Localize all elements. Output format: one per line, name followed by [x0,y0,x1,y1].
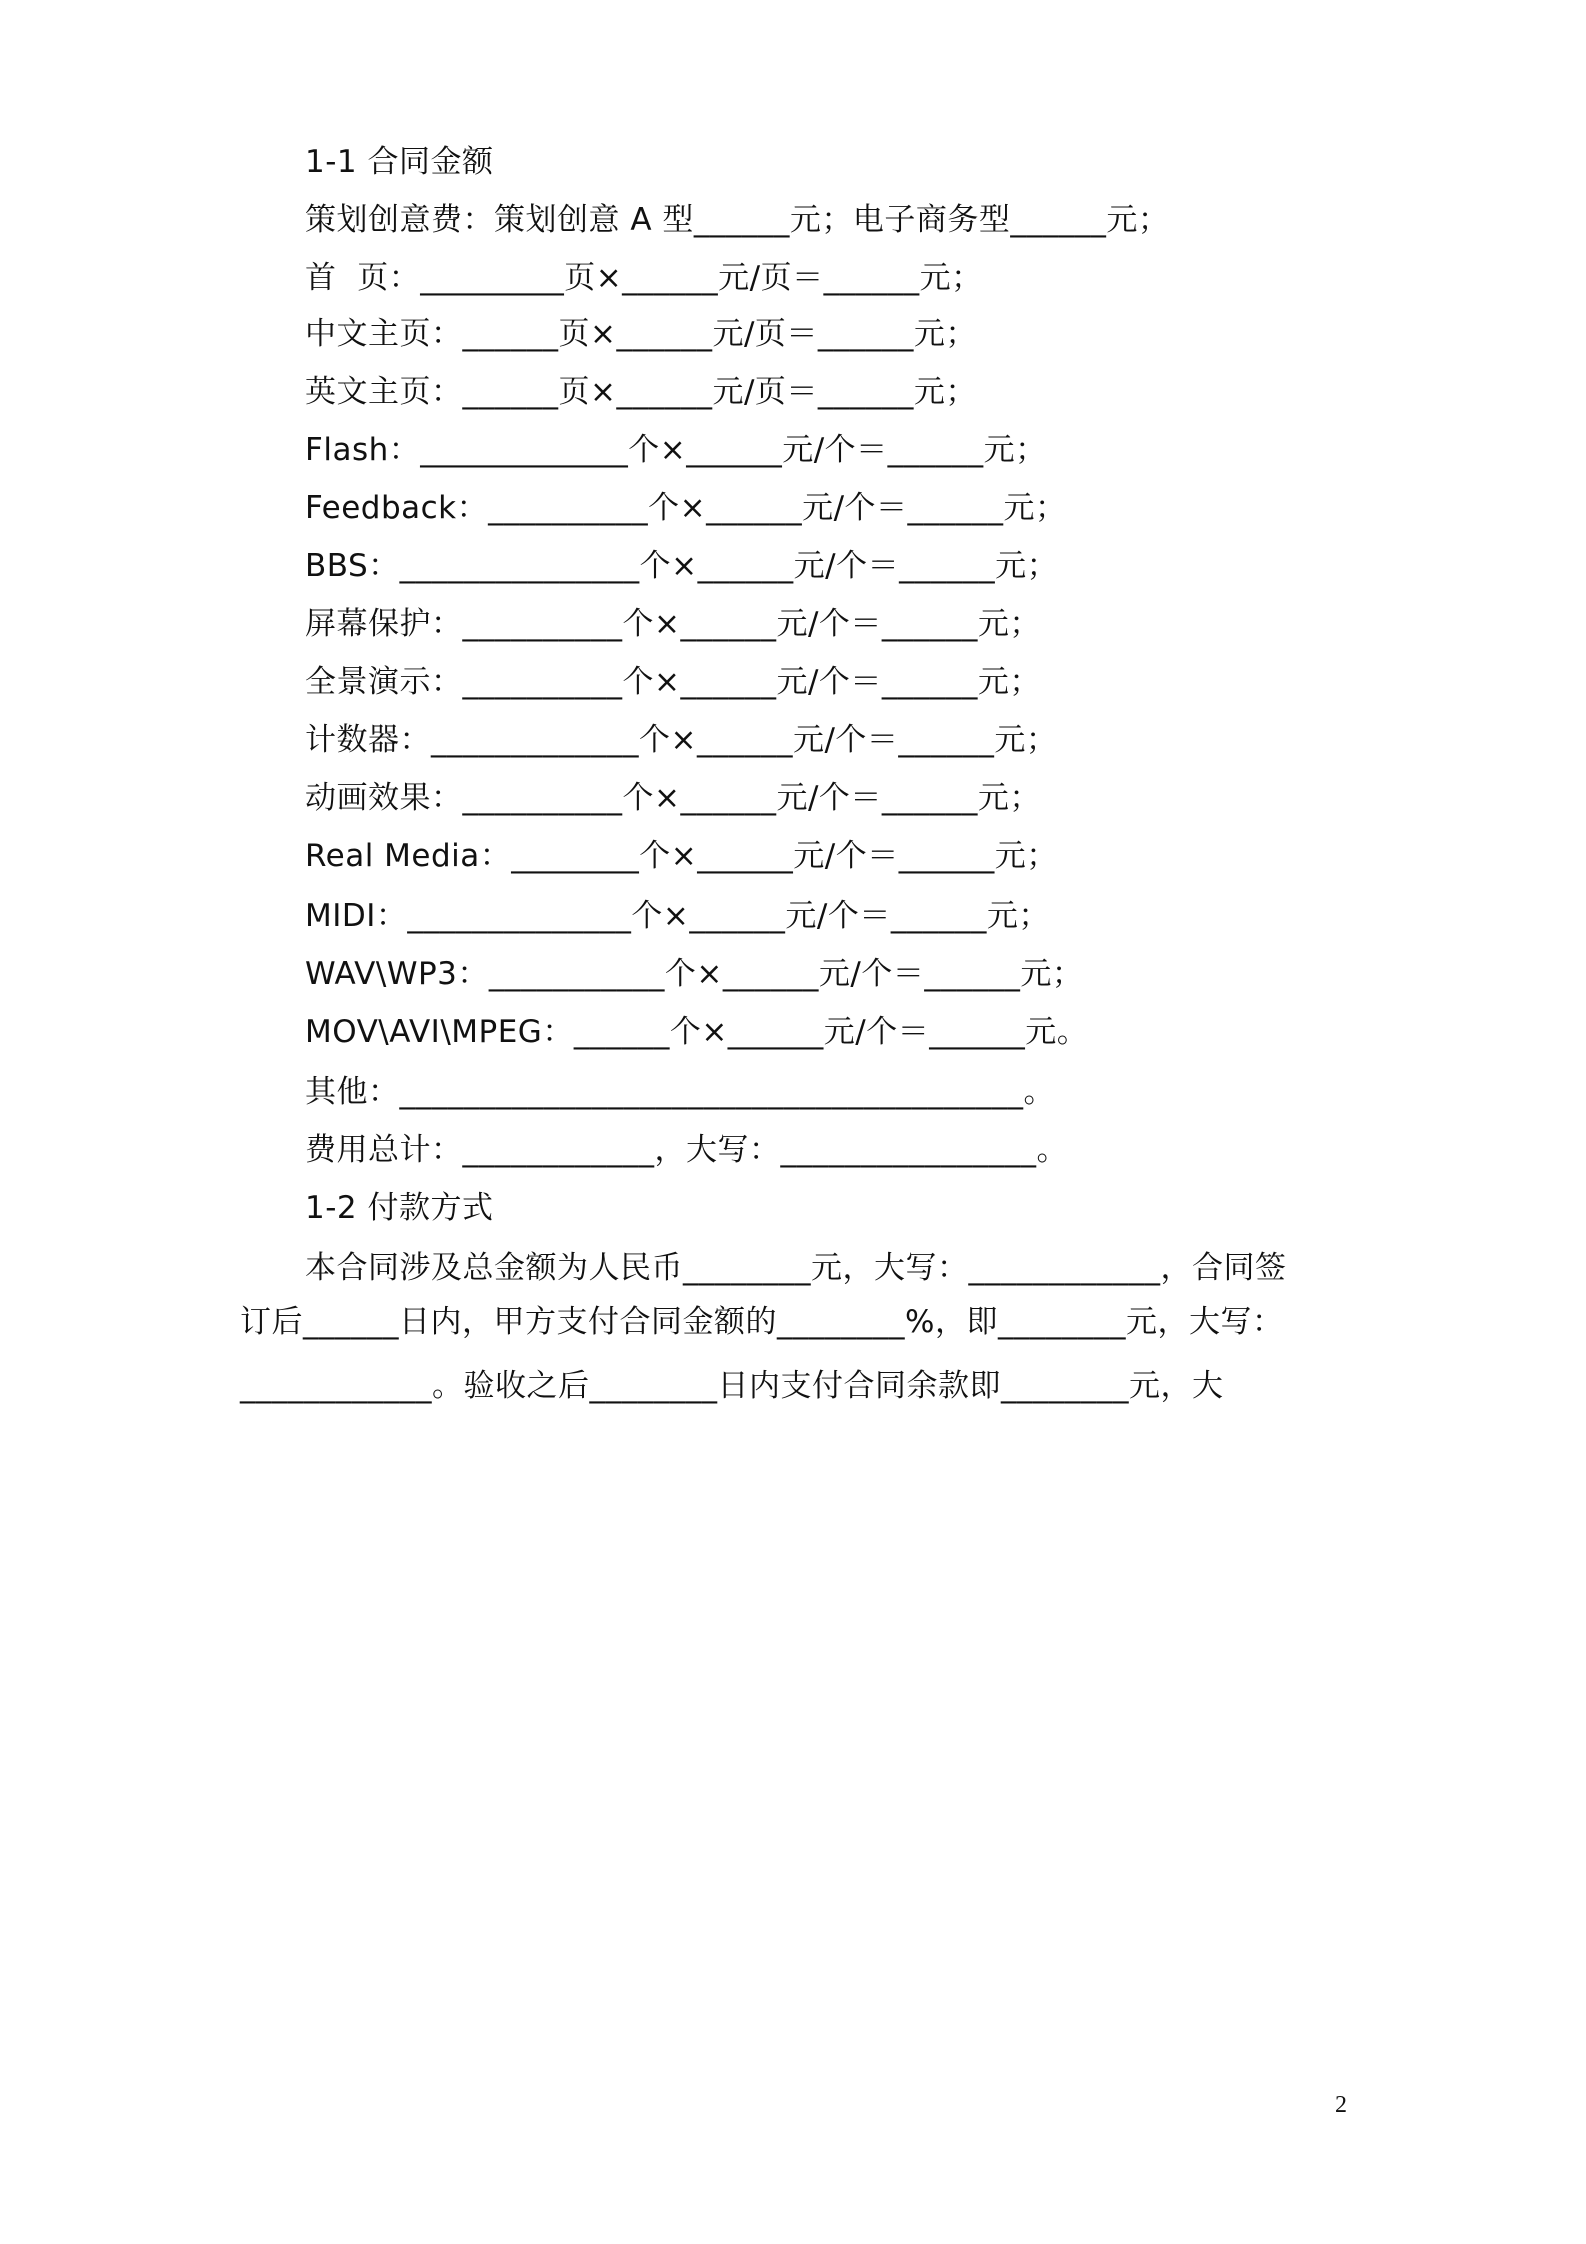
fee-line-chinese-home: 中文主页：______页×______元/页＝______元； [305,316,977,352]
fee-line-bbs: BBS：_______________个×______元/个＝______元； [305,548,1059,584]
fee-line-mov: MOV\AVI\MPEG：______个×______元/个＝______元。 [305,1014,1089,1050]
fee-line-homepage: 首 页：_________页×______元/页＝______元； [305,260,983,296]
payment-paragraph-line-1: 本合同涉及总金额为人民币________元，大写：____________，合同签 [305,1250,1287,1286]
fee-line-panorama: 全景演示：__________个×______元/个＝______元； [305,664,1041,700]
fee-line-midi: MIDI：______________个×______元/个＝______元； [305,898,1050,934]
fee-line-wav: WAV\WP3：___________个×______元/个＝______元； [305,956,1084,992]
section-heading-contract-amount: 1-1 合同金额 [305,144,494,180]
fee-line-animation: 动画效果：__________个×______元/个＝______元； [305,780,1041,816]
fee-line-real-media: Real Media：________个×______元/个＝______元； [305,838,1058,874]
fee-line-feedback: Feedback：__________个×______元/个＝______元； [305,490,1067,526]
fee-line-planning: 策划创意费：策划创意 A 型______元；电子商务型______元； [305,202,1170,238]
section-heading-payment-method: 1-2 付款方式 [305,1190,494,1226]
fee-line-counter: 计数器：_____________个×______元/个＝______元； [305,722,1058,758]
payment-paragraph-line-3: ____________。验收之后________日内支付合同余款即________元，大 [240,1368,1224,1404]
page-number: 2 [1335,2092,1347,2118]
fee-line-total: 费用总计：____________，大写：________________。 [305,1132,1068,1168]
fee-line-flash: Flash：_____________个×______元/个＝______元； [305,432,1047,468]
payment-paragraph-line-2: 订后______日内，甲方支付合同金额的________%，即________元，大写： [240,1304,1284,1340]
fee-line-english-home: 英文主页：______页×______元/页＝______元； [305,374,977,410]
fee-line-screensaver: 屏幕保护：__________个×______元/个＝______元； [305,606,1041,642]
fee-line-other: 其他：_______________________________________。 [305,1074,1055,1110]
